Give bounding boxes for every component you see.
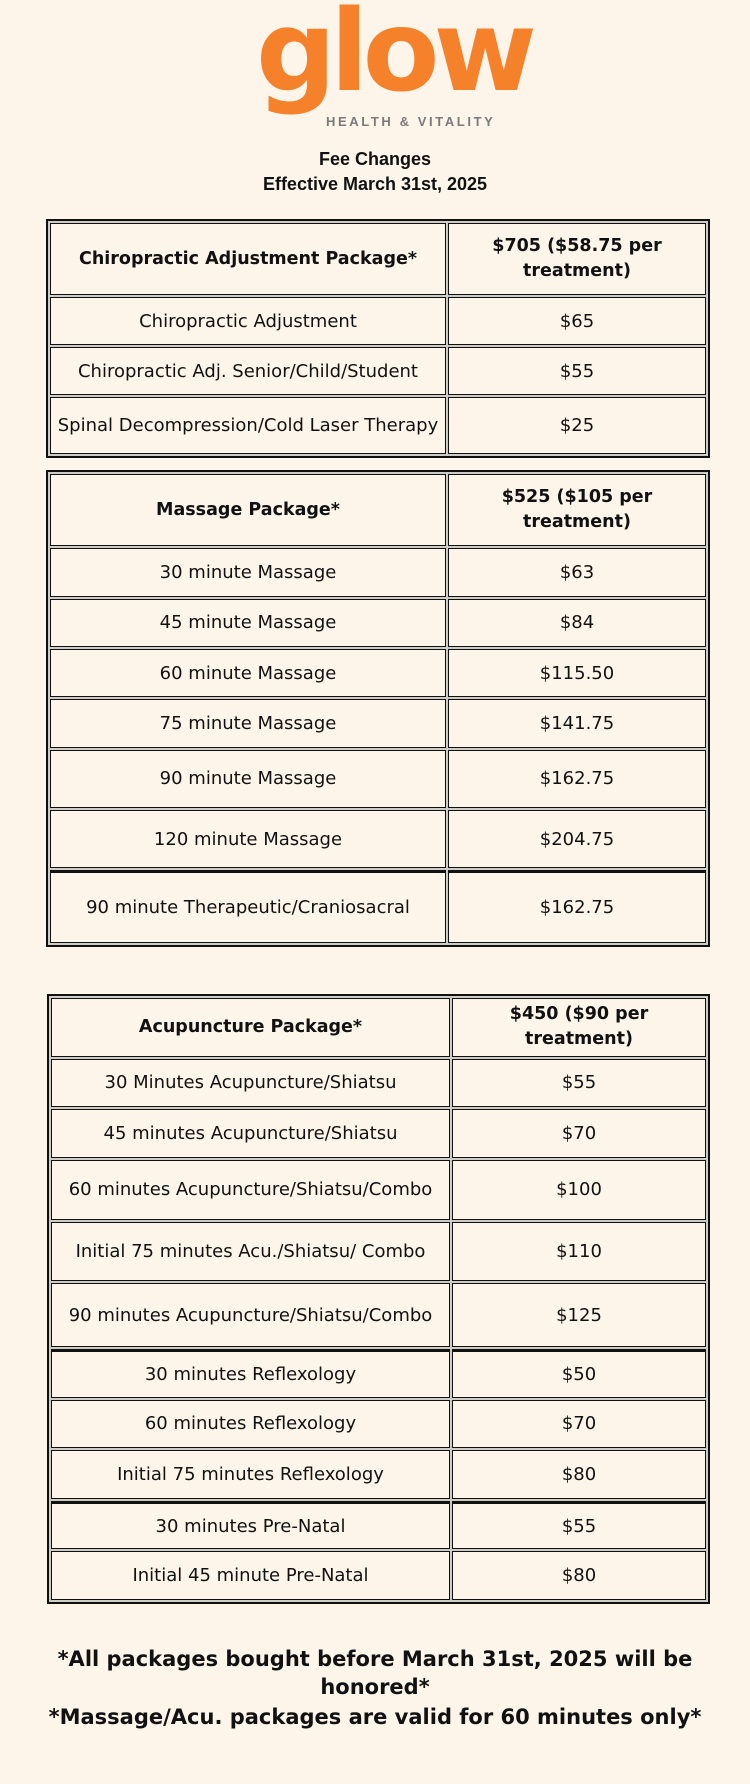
- service-name: 45 minutes Acupuncture/Shiatsu: [51, 1109, 450, 1158]
- service-price: $115.50: [448, 649, 706, 697]
- package-price-cell: $525 ($105 per treatment): [448, 474, 706, 546]
- table-row: [51, 1400, 706, 1449]
- service-name: 30 minutes Pre-Natal: [51, 1501, 450, 1550]
- service-name: Initial 75 minutes Reflexology: [51, 1450, 450, 1499]
- service-price: $141.75: [448, 699, 706, 747]
- service-price: $162.75: [448, 750, 706, 808]
- table-row: [50, 599, 706, 647]
- service-price: $125: [452, 1283, 706, 1347]
- service-price: $70: [452, 1109, 706, 1158]
- service-price: $80: [452, 1551, 706, 1600]
- table-row: [50, 347, 706, 395]
- table-row: [50, 750, 706, 808]
- footnote-packages-valid: *Massage/Acu. packages are valid for 60 minutes only*: [48, 1705, 702, 1729]
- service-name: 90 minutes Acupuncture/Shiatsu/Combo: [51, 1283, 450, 1347]
- service-price: $63: [448, 548, 706, 596]
- service-name: 30 minute Massage: [50, 548, 446, 596]
- service-price: $70: [452, 1400, 706, 1449]
- service-price: $204.75: [448, 810, 706, 868]
- table-row: [50, 870, 706, 943]
- service-name: Initial 75 minutes Acu./Shiatsu/ Combo: [51, 1222, 450, 1282]
- massage-fee-table: [46, 470, 710, 947]
- service-price: $65: [448, 297, 706, 345]
- service-name: 30 minutes Reflexology: [51, 1349, 450, 1398]
- service-name: Chiropractic Adjustment: [50, 297, 446, 345]
- service-name: Spinal Decompression/Cold Laser Therapy: [50, 397, 446, 454]
- table-row: [50, 397, 706, 454]
- service-name: 75 minute Massage: [50, 699, 446, 747]
- massage-header-row: [50, 474, 706, 546]
- table-row: [51, 1450, 706, 1499]
- service-name: Chiropractic Adj. Senior/Child/Student: [50, 347, 446, 395]
- table-row: [51, 1551, 706, 1600]
- service-price: $100: [452, 1160, 706, 1220]
- table-row: [50, 699, 706, 747]
- table-row: [50, 548, 706, 596]
- table-row: [50, 649, 706, 697]
- package-price-cell: $450 ($90 per treatment): [452, 998, 706, 1057]
- footnote-packages-honored: *All packages bought before March 31st, 2025 will be honored*: [57, 1647, 693, 1699]
- package-name-cell: Massage Package*: [50, 474, 446, 546]
- table-row: [51, 1109, 706, 1158]
- service-price: $80: [452, 1450, 706, 1499]
- table-row: [51, 1501, 706, 1550]
- chiropractic-header-row: [50, 223, 706, 295]
- heading-title: Fee Changes: [318, 149, 432, 169]
- table-row: [50, 810, 706, 868]
- package-name-cell: Acupuncture Package*: [51, 998, 450, 1057]
- service-price: $55: [452, 1501, 706, 1550]
- service-name: 30 Minutes Acupuncture/Shiatsu: [51, 1059, 450, 1108]
- service-price: $55: [452, 1059, 706, 1108]
- service-name: 60 minutes Acupuncture/Shiatsu/Combo: [51, 1160, 450, 1220]
- chiropractic-fee-table: [46, 219, 710, 458]
- package-name-cell: Chiropractic Adjustment Package*: [50, 223, 446, 295]
- service-price: $25: [448, 397, 706, 454]
- table-row: [51, 1059, 706, 1108]
- service-price: $84: [448, 599, 706, 647]
- service-name: 45 minute Massage: [50, 599, 446, 647]
- table-row: [51, 1222, 706, 1282]
- service-price: $50: [452, 1349, 706, 1398]
- service-name: Initial 45 minute Pre-Natal: [51, 1551, 450, 1600]
- logo-tagline: HEALTH & VITALITY: [326, 114, 496, 129]
- service-price: $110: [452, 1222, 706, 1282]
- service-price: $55: [448, 347, 706, 395]
- service-name: 60 minutes Reflexology: [51, 1400, 450, 1449]
- glow-logo: [250, 0, 531, 133]
- service-name: 90 minute Therapeutic/Craniosacral: [50, 870, 446, 943]
- service-name: 120 minute Massage: [50, 810, 446, 868]
- acupuncture-header-row: [51, 998, 706, 1057]
- acupuncture-fee-table: [47, 994, 710, 1604]
- package-price-cell: $705 ($58.75 per treatment): [448, 223, 706, 295]
- table-row: [51, 1349, 706, 1398]
- table-row: [51, 1160, 706, 1220]
- service-price: $162.75: [448, 870, 706, 943]
- logo-wordmark: glow: [256, 0, 531, 117]
- table-row: [50, 297, 706, 345]
- service-name: 90 minute Massage: [50, 750, 446, 808]
- heading-effective-date: Effective March 31st, 2025: [262, 174, 488, 194]
- service-name: 60 minute Massage: [50, 649, 446, 697]
- table-row: [51, 1283, 706, 1347]
